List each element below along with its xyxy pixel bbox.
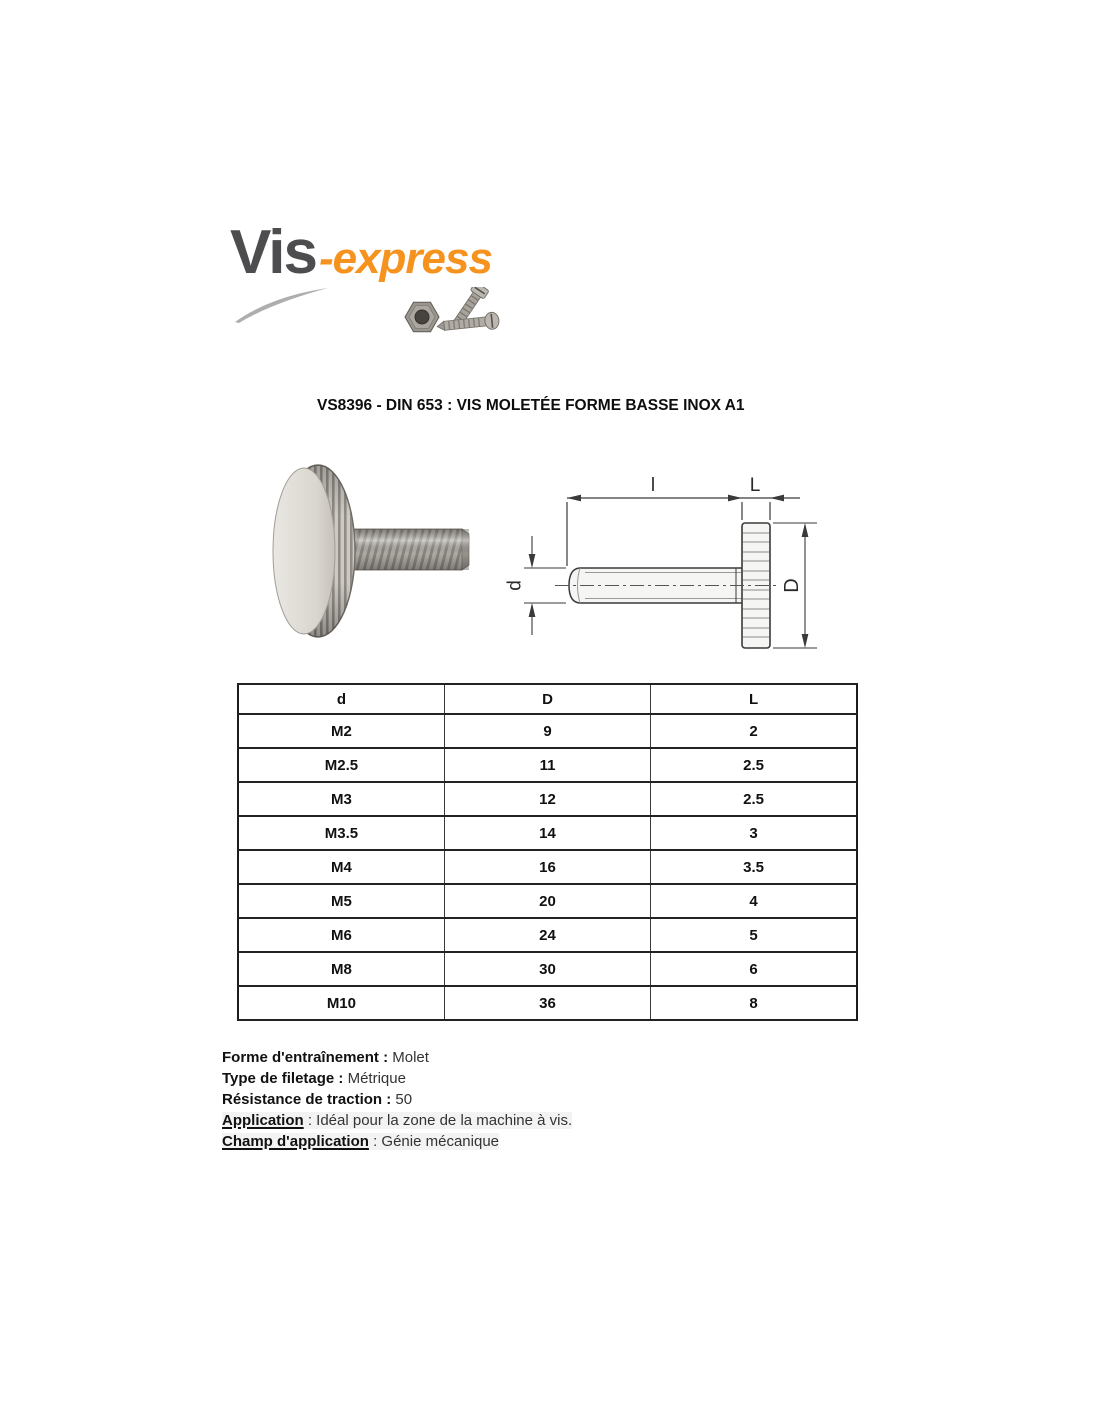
spec-value: 50 [391,1091,413,1108]
logo-suffix-text: -express [318,234,492,283]
photo-shaft [350,529,469,570]
spec-label: Résistance de traction : [222,1091,392,1108]
dim-label-shank-length: l [650,475,656,496]
spec-value: Métrique [343,1070,406,1087]
logo-brand-text: Vis [230,218,316,287]
dimensions-table [237,683,858,1021]
table-cell: M3 [238,782,444,816]
table-cell: M2.5 [238,748,444,782]
table-cell: 2 [651,714,857,748]
spec-application-field [222,1131,572,1152]
dim-label-head-thickness: L [749,475,761,496]
table-row [238,986,857,1020]
spec-label: Champ d'application [222,1133,369,1150]
table-cell: 2.5 [651,782,857,816]
col-header-L: L [651,684,857,714]
table-cell: 30 [444,952,650,986]
table-cell: 3.5 [651,850,857,884]
table-cell: 4 [651,884,857,918]
spec-value: Molet [388,1049,429,1066]
vis-express-logo [230,218,492,287]
table-cell: 36 [444,986,650,1020]
spec-application [222,1110,572,1131]
table-cell: 2.5 [651,748,857,782]
spec-value: : Génie mécanique [368,1133,499,1150]
table-header-row [238,684,857,714]
table-cell: 5 [651,918,857,952]
table-row [238,714,857,748]
table-row [238,850,857,884]
table-row [238,748,857,782]
table-cell: M6 [238,918,444,952]
table-cell: M3.5 [238,816,444,850]
table-row [238,884,857,918]
table-row [238,816,857,850]
spec-drive-type [222,1047,572,1068]
spec-label: Type de filetage : [222,1070,344,1087]
table-cell: 3 [651,816,857,850]
table-cell: 12 [444,782,650,816]
table-row [238,918,857,952]
table-cell: 11 [444,748,650,782]
product-photo [266,452,516,652]
table-cell: 9 [444,714,650,748]
table-cell: 6 [651,952,857,986]
table-row [238,952,857,986]
table-cell: 8 [651,986,857,1020]
technical-drawing [500,458,840,670]
logo-hardware-icon [402,287,510,339]
photo-head [273,465,355,637]
spec-label: Forme d'entraînement : [222,1049,389,1066]
dim-label-head-diameter: D [781,578,803,593]
spec-tensile-strength [222,1089,572,1110]
spec-value: : Idéal pour la zone de la machine à vis. [303,1112,573,1129]
spec-thread-type [222,1068,572,1089]
spec-label: Application [222,1112,304,1129]
page-title: VS8396 - DIN 653 : VIS MOLETÉE FORME BASSE INOX A1 [317,397,745,414]
col-header-d: d [238,684,444,714]
table-cell: 14 [444,816,650,850]
col-header-D: D [444,684,650,714]
table-cell: M2 [238,714,444,748]
table-cell: 24 [444,918,650,952]
table-cell: M5 [238,884,444,918]
table-cell: M8 [238,952,444,986]
spec-list [222,1047,572,1152]
table-cell: M10 [238,986,444,1020]
logo-swoosh-icon [234,286,329,324]
table-row [238,782,857,816]
table-cell: 20 [444,884,650,918]
dim-label-thread-diameter: d [504,580,526,591]
nut-icon [405,302,439,331]
table-cell: M4 [238,850,444,884]
table-cell: 16 [444,850,650,884]
